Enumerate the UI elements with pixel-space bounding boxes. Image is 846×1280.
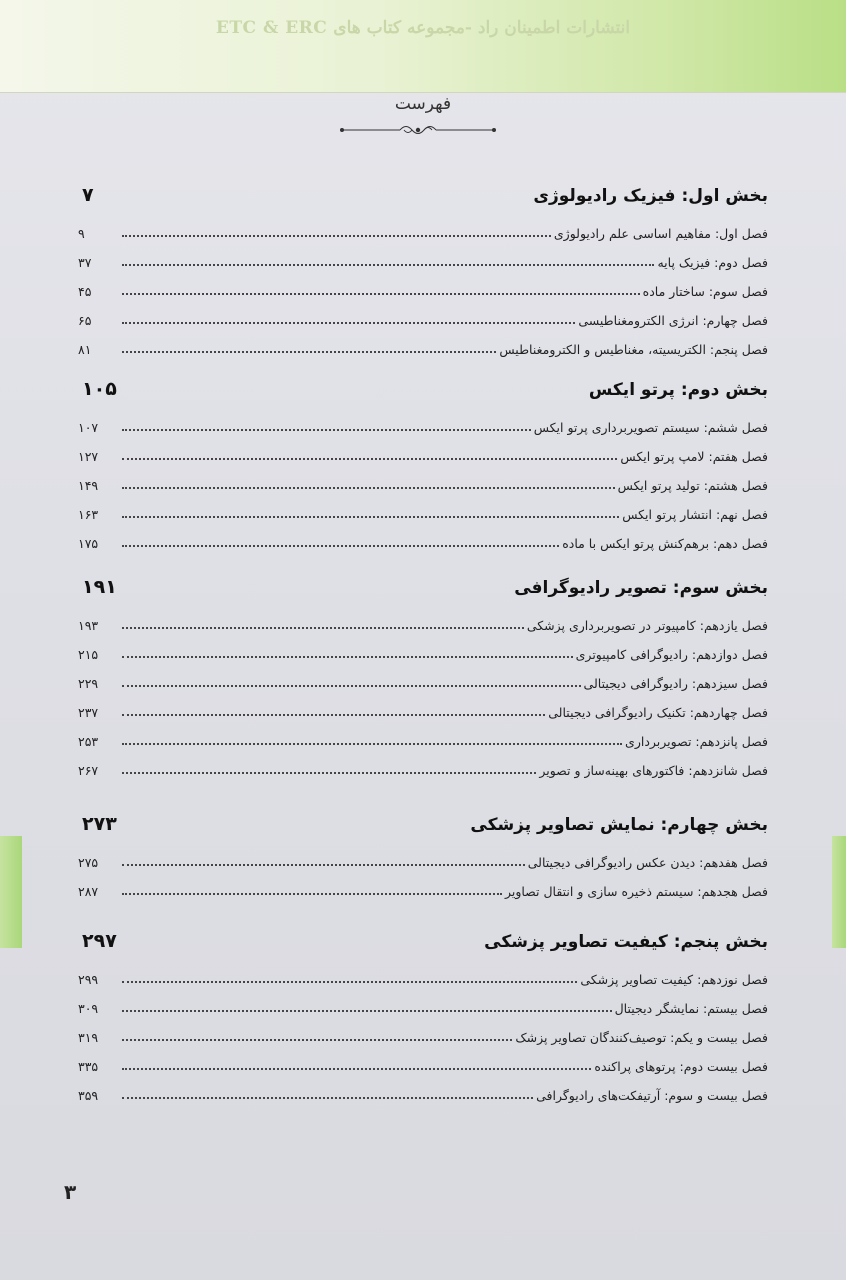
dot-leader — [122, 892, 502, 895]
dot-leader — [122, 655, 573, 658]
toc-entry[interactable] — [78, 299, 768, 328]
dot-leader — [122, 626, 524, 629]
chapter-page: ۲۲۹ — [78, 676, 99, 691]
toc-entry[interactable] — [78, 958, 768, 987]
toc-entry[interactable] — [78, 691, 768, 720]
chapter-title: فصل هجدهم: سیستم ذخیره سازی و انتقال تصاویر — [504, 884, 768, 899]
toc-entry[interactable] — [78, 870, 768, 899]
ornament-divider-icon — [338, 120, 498, 140]
toc-entry[interactable] — [78, 435, 768, 464]
chapter-page: ۴۵ — [78, 284, 92, 299]
chapter-page: ۳۷ — [78, 255, 92, 270]
chapter-page: ۱۷۵ — [78, 536, 99, 551]
toc-section — [78, 184, 768, 357]
chapter-title: فصل هشتم: تولید پرتو ایکس — [617, 478, 768, 493]
chapter-title: فصل شانزدهم: فاکتورهای بهینه‌ساز و تصویر — [539, 763, 768, 778]
chapter-title: فصل سوم: ساختار ماده — [642, 284, 768, 299]
toc-entry[interactable] — [78, 406, 768, 435]
header-band — [0, 0, 846, 93]
dot-leader — [122, 234, 551, 237]
dot-leader — [122, 1096, 533, 1099]
chapter-title: فصل اول: مفاهیم اساسی علم رادیولوژی — [553, 226, 768, 241]
chapter-title: فصل چهارم: انرژی الکترومغناطیسی — [578, 313, 768, 328]
chapter-title: فصل ششم: سیستم تصویربرداری پرتو ایکس — [533, 420, 768, 435]
toc-section — [78, 576, 768, 778]
dot-leader — [122, 544, 559, 547]
chapter-page: ۱۰۷ — [78, 420, 99, 435]
chapter-page: ۳۵۹ — [78, 1088, 99, 1103]
chapter-page: ۲۷۵ — [78, 855, 99, 870]
chapter-page: ۲۱۵ — [78, 647, 99, 662]
section-title: بخش سوم: تصویر رادیوگرافی — [514, 578, 768, 598]
section-heading[interactable] — [78, 576, 768, 604]
chapter-page: ۲۳۷ — [78, 705, 99, 720]
chapter-page: ۳۱۹ — [78, 1030, 99, 1045]
chapter-title: فصل بیست دوم: پرتوهای پراکنده — [594, 1059, 768, 1074]
chapter-page: ۱۲۷ — [78, 449, 99, 464]
toc-entry[interactable] — [78, 720, 768, 749]
dot-leader — [122, 742, 622, 745]
chapter-title: فصل بیستم: نمایشگر دیجیتال — [614, 1001, 768, 1016]
chapter-title: فصل نهم: انتشار پرتو ایکس — [622, 507, 768, 522]
dot-leader — [122, 863, 525, 866]
toc-section — [78, 378, 768, 551]
chapter-title: فصل هفدهم: دیدن عکس رادیوگرافی دیجیتالی — [527, 855, 768, 870]
dot-leader — [122, 1038, 512, 1041]
chapter-title: فصل دوم: فیزیک پایه — [657, 255, 768, 270]
chapter-title: فصل یازدهم: کامپیوتر در تصویربرداری پزشکی — [526, 618, 768, 633]
chapter-title: فصل چهاردهم: تکنیک رادیوگرافی دیجیتالی — [548, 705, 768, 720]
chapter-page: ۳۳۵ — [78, 1059, 99, 1074]
chapter-title: فصل بیست و سوم: آرتیفکت‌های رادیوگرافی — [536, 1088, 768, 1103]
dot-leader — [122, 457, 617, 460]
chapter-page: ۶۵ — [78, 313, 92, 328]
chapter-page: ۸۱ — [78, 342, 92, 357]
chapter-page: ۲۵۳ — [78, 734, 99, 749]
dot-leader — [122, 321, 575, 324]
chapter-title: فصل هفتم: لامپ پرتو ایکس — [620, 449, 768, 464]
dot-leader — [122, 771, 536, 774]
section-title: بخش دوم: پرتو ایکس — [588, 380, 768, 400]
left-edge-tab — [0, 836, 22, 948]
toc-entry[interactable] — [78, 493, 768, 522]
dot-leader — [122, 263, 654, 266]
chapter-page: ۱۶۳ — [78, 507, 99, 522]
chapter-title: فصل دهم: برهم‌کنش پرتو ایکس با ماده — [562, 536, 768, 551]
toc-entry[interactable] — [78, 604, 768, 633]
toc-entry[interactable] — [78, 749, 768, 778]
toc-entry[interactable] — [78, 1074, 768, 1103]
right-edge-tab — [832, 836, 846, 948]
chapter-page: ۱۴۹ — [78, 478, 99, 493]
section-page: ۱۹۱ — [82, 576, 117, 598]
section-page: ۲۷۳ — [82, 813, 117, 835]
chapter-title: فصل بیست و یکم: توصیف‌کنندگان تصاویر پزشک — [515, 1030, 768, 1045]
dot-leader — [122, 1067, 591, 1070]
toc-entry[interactable] — [78, 662, 768, 691]
toc-entry[interactable] — [78, 522, 768, 551]
section-page: ۱۰۵ — [82, 378, 117, 400]
page-number: ۳ — [64, 1180, 77, 1204]
toc-section — [78, 813, 768, 899]
chapter-title: فصل نوزدهم: کیفیت تصاویر پزشکی — [580, 972, 768, 987]
toc-entry[interactable] — [78, 1045, 768, 1074]
dot-leader — [122, 486, 615, 489]
toc-title: فهرست — [394, 94, 452, 114]
toc-entry[interactable] — [78, 987, 768, 1016]
toc-entry[interactable] — [78, 212, 768, 241]
toc-entry[interactable] — [78, 1016, 768, 1045]
chapter-title: فصل پنجم: الکتریسیته، مغناطیس و الکترومغناطیس — [499, 342, 768, 357]
chapter-title: فصل سیزدهم: رادیوگرافی دیجیتالی — [583, 676, 768, 691]
section-page: ۲۹۷ — [82, 930, 117, 952]
section-title: بخش اول: فیزیک رادیولوژی — [533, 186, 768, 206]
toc-entry[interactable] — [78, 241, 768, 270]
dot-leader — [122, 980, 577, 983]
section-title: بخش پنجم: کیفیت تصاویر پزشکی — [484, 932, 768, 952]
dot-leader — [122, 350, 496, 353]
dot-leader — [122, 1009, 612, 1012]
toc-entry[interactable] — [78, 270, 768, 299]
section-page: ۷ — [82, 184, 94, 206]
chapter-page: ۱۹۳ — [78, 618, 99, 633]
section-heading[interactable] — [78, 813, 768, 841]
chapter-title: فصل پانزدهم: تصویربرداری — [625, 734, 768, 749]
chapter-title: فصل دوازدهم: رادیوگرافی کامپیوتری — [575, 647, 768, 662]
toc-entry[interactable] — [78, 633, 768, 662]
dot-leader — [122, 713, 545, 716]
toc-section — [78, 930, 768, 1103]
section-title: بخش چهارم: نمایش تصاویر پزشکی — [470, 815, 768, 835]
section-heading[interactable] — [78, 184, 768, 212]
section-heading[interactable] — [78, 378, 768, 406]
chapter-page: ۹ — [78, 226, 85, 241]
publisher-header: انتشارات اطمینان راد -مجموعه کتاب های ETC & ERC — [215, 18, 631, 38]
toc-entry[interactable] — [78, 328, 768, 357]
dot-leader — [122, 292, 640, 295]
toc-entry[interactable] — [78, 464, 768, 493]
dot-leader — [122, 684, 581, 687]
chapter-page: ۲۶۷ — [78, 763, 99, 778]
chapter-page: ۳۰۹ — [78, 1001, 99, 1016]
toc-entry[interactable] — [78, 841, 768, 870]
dot-leader — [122, 428, 531, 431]
chapter-page: ۲۹۹ — [78, 972, 99, 987]
dot-leader — [122, 515, 619, 518]
section-heading[interactable] — [78, 930, 768, 958]
chapter-page: ۲۸۷ — [78, 884, 99, 899]
